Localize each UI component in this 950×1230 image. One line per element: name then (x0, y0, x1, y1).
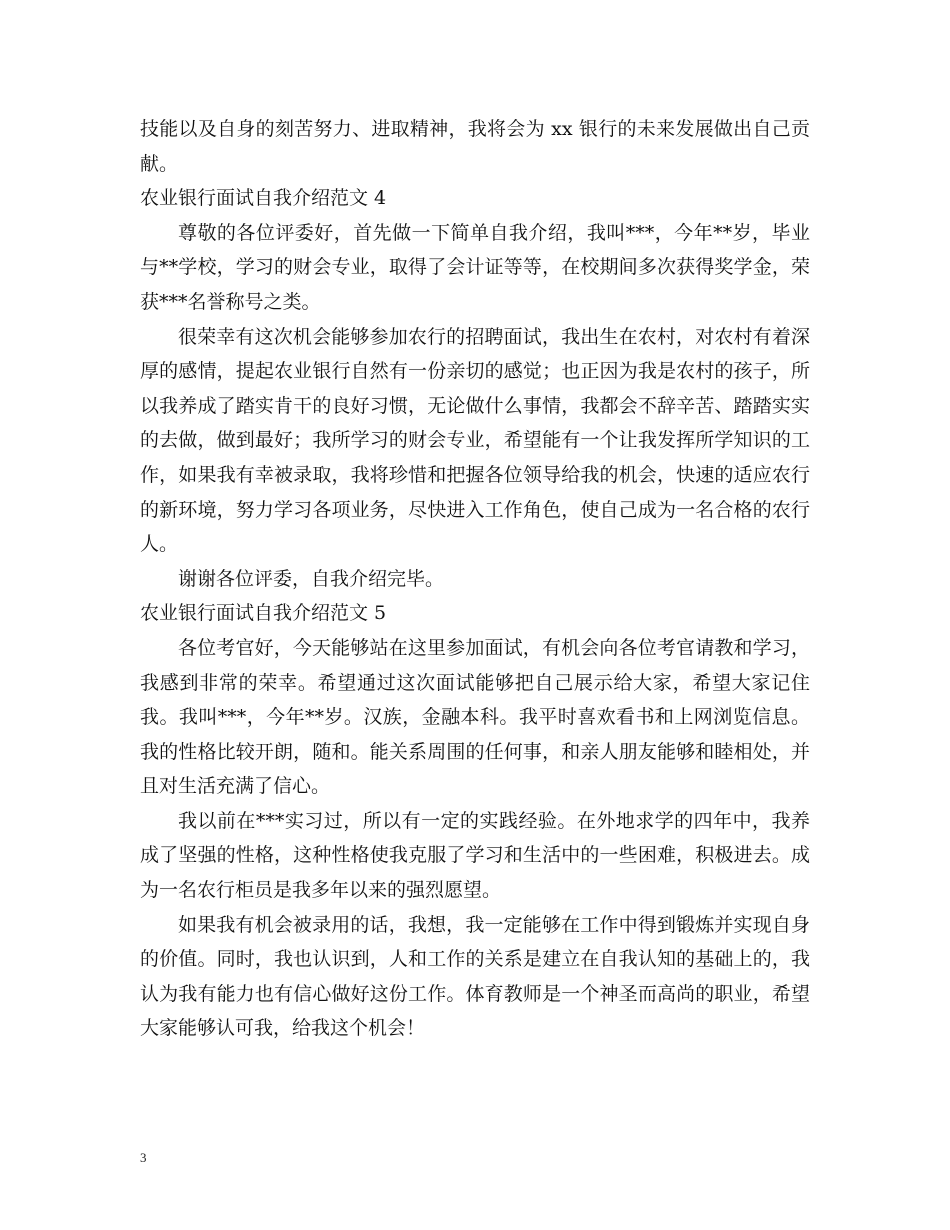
section-heading-5: 农业银行面试自我介绍范文 5 (140, 602, 387, 625)
section-heading-4: 农业银行面试自我介绍范文 4 (140, 187, 387, 210)
paragraph: 很荣幸有这次机会能够参加农行的招聘面试，我出生在农村，对农村有着深厚的感情，提起农业银行自然有一份亲切的感觉；也正因为我是农村的孩子，所以我养成了踏实肯干的良好习惯，无论做什么事情，我都会不辞辛苦、踏踏实实的去做，做到最好；我所学习的财会专业，希望能有一个让我发挥所学知识的工作，如果我有幸被录取，我将珍惜和把握各位领导给我的机会，快速的适应农行的新环境，努力学习各项业务，尽快进入工作角色，使自己成为一名合格的农行人。 (140, 325, 810, 556)
page-body (140, 112, 810, 1046)
paragraph: 尊敬的各位评委好，首先做一下简单自我介绍，我叫***，今年**岁，毕业与**学校，学习的财会专业，取得了会计证等等，在校期间多次获得奖学金，荣获***名誉称号之类。 (140, 221, 810, 313)
page-number: 3 (140, 1150, 147, 1165)
paragraph: 谢谢各位评委，自我介绍完毕。 (178, 567, 445, 590)
paragraph: 如果我有机会被录用的话，我想，我一定能够在工作中得到锻炼并实现自身的价值。同时，我也认识到，人和工作的关系是建立在自我认知的基础上的，我认为我有能力也有信心做好这份工作。体育教师是一个神圣而高尚的职业，希望大家能够认可我，给我这个机会！ (140, 913, 810, 1040)
paragraph: 各位考官好，今天能够站在这里参加面试，有机会向各位考官请教和学习，我感到非常的荣幸。希望通过这次面试能够把自己展示给大家，希望大家记住我。我叫***，今年**岁。汉族，金融本科。我平时喜欢看书和上网浏览信息。我的性格比较开朗，随和。能关系周围的任何事，和亲人朋友能够和睦相处，并且对生活充满了信心。 (140, 636, 810, 798)
paragraph-continuation: 技能以及自身的刻苦努力、进取精神，我将会为 xx 银行的未来发展做出自己贡献。 (140, 118, 810, 175)
paragraph: 我以前在***实习过，所以有一定的实践经验。在外地求学的四年中，我养成了坚强的性格，这种性格使我克服了学习和生活中的一些困难，积极进去。成为一名农行柜员是我多年以来的强烈愿望。 (140, 809, 810, 902)
